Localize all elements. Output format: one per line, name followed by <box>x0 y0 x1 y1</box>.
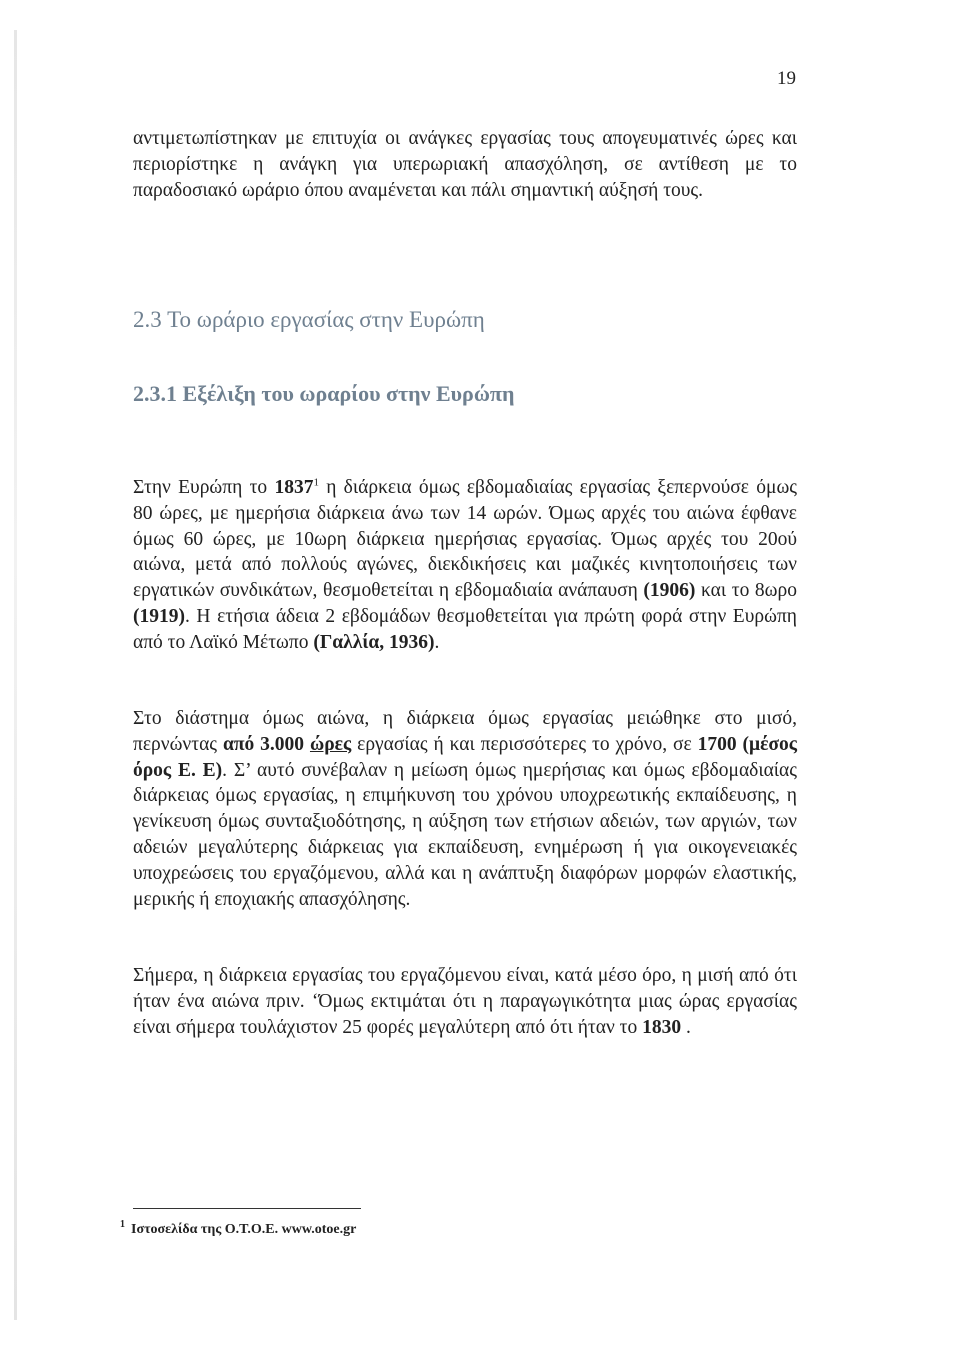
france-1936: (Γαλλία, 1936) <box>313 631 435 653</box>
year-1906: (1906) <box>643 580 696 602</box>
bold-hours: ώρες <box>309 733 352 755</box>
subsection-heading: 2.3.1 Εξέλιξη του ωραρίου στην Ευρώπη <box>133 381 515 406</box>
text-run: η διάρκεια όμως εβδομαδιαίας εργασίας ξεπερνούσε όμως 80 ώρες, με ημερήσια διάρκεια άνω των 14 ωρών. Όμως αρχές του αιώνα έφθανε όμως 60 ώρες, με 10ωρη διάρκεια ημερήσιας εργασίας. Όμως αρχές του 20ού αιώνα, μετά από πολλούς αγώνες, διεκδικήσεις και μαζικές κινητοποιήσεις των εργατικών συνδικάτων, θεσμοθετείται η εβδομαδιαία ανάπαυση <box>133 477 798 602</box>
text-run: εργασίας ή και περισσότερες το χρόνο, σε <box>351 733 698 755</box>
text-run: Στο διάστημα όμως αιώνα, η διάρκεια όμως εργασίας μειώθηκε στο μισό, περνώντας <box>133 708 797 755</box>
bold-from-3000: από 3.000 <box>222 733 305 755</box>
footnote <box>120 1219 357 1238</box>
footnote-marker: 1 <box>120 1219 125 1231</box>
intro-paragraph: αντιμετωπίστηκαν με επιτυχία οι ανάγκες εργασίας τους απογευματινές ώρες και περιορίστηκε η ανάγκη για υπερωριακή απασχόληση, σε αντίθεση με το παραδοσιακό ωράριο όπου αναμένεται και πάλι σημαντική αύξησή τους. <box>133 128 797 201</box>
bold-1700-eu-average: 1700 (μέσος όρος Ε. Ε) <box>133 733 798 781</box>
section-heading: 2.3 Το ωράριο εργασίας στην Ευρώπη <box>133 307 485 332</box>
year-1837: 1837 <box>274 477 314 498</box>
text-run: . Η ετήσια άδεια 2 εβδομάδων θεσμοθετείται για πρώτη φορά στην Ευρώπη από το Λαϊκό Μέτωπο <box>133 605 797 653</box>
text-run: Σήμερα, η διάρκεια εργασίας του εργαζόμενου είναι, κατά μέσο όρο, η μισή από ότι ήταν ένα αιώνα πριν. ‘Όμως εκτιμάται ότι η παραγωγικότητα μιας ώρας εργασίας είναι σήμερα τουλάχιστον 25 φορές μεγαλύτερη από ότι ήταν το <box>133 965 797 1038</box>
footnote-text: Ιστοσελίδα της Ο.Τ.Ο.Ε. www.otoe.gr <box>131 1222 357 1237</box>
paragraph-century <box>133 706 797 912</box>
text-run: και το 8ωρο <box>695 580 797 602</box>
paragraph-today <box>133 963 797 1040</box>
scan-edge-shadow <box>14 30 17 1320</box>
footnote-separator <box>133 1208 361 1209</box>
paragraph-1837 <box>133 475 797 656</box>
text-run: . <box>434 631 440 653</box>
text-run: Στην Ευρώπη το <box>133 477 275 498</box>
text-run: . Σ’ αυτό συνέβαλαν η μείωση όμως ημερήσιας και όμως εβδομαδιαίας διάρκειας όμως εργασίας, η επιμήκυνση του χρόνου υποχρεωτικής εκπαίδευσης, η γενίκευση όμως συνταξιοδότησης, η αύξηση των ετήσιων αδειών, των αργιών, των αδειών μεγαλύτερης διάρκειας για εκπαίδευση, ενημέρωση ή για οικογενειακές υποχρεώσεις του εργαζόμενου, αλλά και η ανάπτυξη διαφόρων μορφών ελαστικής, μερικής ή εποχιακής απασχόλησης. <box>133 759 797 910</box>
text-run: . <box>681 1016 691 1038</box>
year-1830: 1830 <box>642 1016 682 1038</box>
page-number: 19 <box>777 68 796 89</box>
year-1919: (1919) <box>133 605 185 627</box>
footnote-ref[interactable]: 1 <box>313 476 319 489</box>
